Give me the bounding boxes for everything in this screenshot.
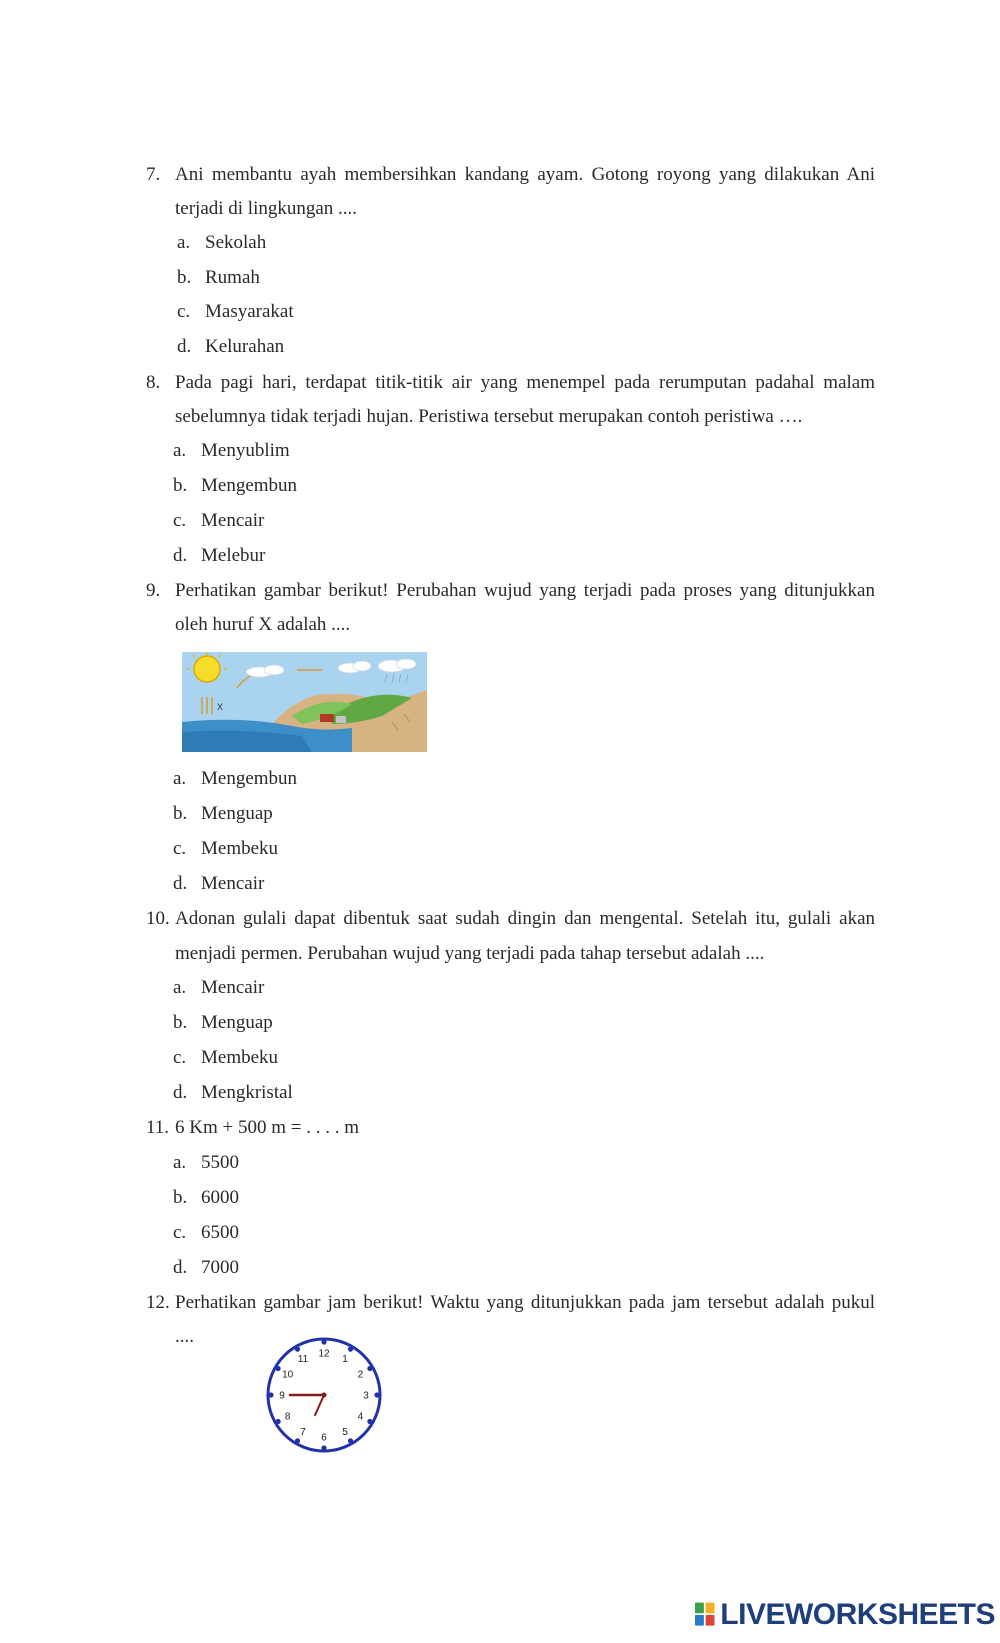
question-12-text-line-1: Perhatikan gambar jam berikut! Waktu yang ditunjukkan pada jam tersebut adalah pukul [175,1292,875,1313]
question-10-text-line-1: Adonan gulali dapat dibentuk saat sudah dingin dan mengental. Setelah itu, gulali akan [175,908,875,929]
clock-tick [268,1392,273,1397]
question-7-number: 7. [146,164,161,185]
question-11-option-b-letter: b. [173,1187,188,1208]
question-8-option-b-letter: b. [173,475,188,496]
water-cycle-image [182,652,427,752]
clock-tick [348,1347,353,1352]
clock-number: 11 [297,1354,309,1366]
question-7-text-line-2: terjadi di lingkungan .... [175,198,358,219]
question-8-option-d[interactable]: Melebur [201,545,266,566]
question-7-option-d-letter: d. [177,336,192,357]
question-10-option-d-letter: d. [173,1082,188,1103]
clock-tick [348,1438,353,1443]
question-10-option-a-letter: a. [173,977,187,998]
clock-tick [367,1419,372,1424]
question-10-number: 10. [146,908,170,929]
clock-tick [276,1419,281,1424]
question-10-option-b-letter: b. [173,1012,188,1033]
question-9-text-line-1: Perhatikan gambar berikut! Perubahan wujud yang terjadi pada proses yang ditunjukkan [175,580,875,601]
question-9-option-d-letter: d. [173,873,188,894]
clock-number: 4 [357,1411,364,1423]
question-9-option-a[interactable]: Mengembun [201,768,298,789]
clock-number: 5 [342,1426,348,1438]
clock-number: 6 [321,1432,327,1444]
question-7-option-c-letter: c. [177,301,191,322]
question-11-number: 11. [146,1117,170,1138]
question-11-text-line-1: 6 Km + 500 m = . . . . m [175,1117,359,1138]
clock-tick [321,1445,326,1450]
question-8-option-b[interactable]: Mengembun [201,475,298,496]
question-8-text-line-2: sebelumnya tidak terjadi hujan. Peristiwa tersebut merupakan contoh peristiwa …. [175,406,803,427]
clock-tick [321,1339,326,1344]
clock-face [264,1335,384,1455]
logo-text: LIVEWORKSHEETS [720,1598,995,1631]
clock-number: 1 [342,1354,348,1366]
question-10-option-c[interactable]: Membeku [201,1047,279,1068]
question-11-option-c-letter: c. [173,1222,187,1243]
logo-grid-icon [695,1601,716,1629]
question-7-option-b-letter: b. [177,267,192,288]
question-8-option-a-letter: a. [173,440,187,461]
question-8-number: 8. [146,372,161,393]
question-10-option-d[interactable]: Mengkristal [201,1082,293,1103]
question-10-option-a[interactable]: Mencair [201,977,265,998]
question-10-option-c-letter: c. [173,1047,187,1068]
question-9-option-c-letter: c. [173,838,187,859]
question-9-number: 9. [146,580,161,601]
question-9-option-d[interactable]: Mencair [201,873,265,894]
question-9-option-b-letter: b. [173,803,188,824]
question-7-option-a[interactable]: Sekolah [205,232,267,253]
question-9-option-a-letter: a. [173,768,187,789]
clock-tick [374,1392,379,1397]
clock-number: 12 [318,1348,330,1360]
clock-number: 10 [282,1369,294,1381]
clock-tick [276,1366,281,1371]
question-7-option-b[interactable]: Rumah [205,267,260,288]
question-11-option-a-letter: a. [173,1152,187,1173]
clock-image [264,1335,384,1455]
question-7-text-line-1: Ani membantu ayah membersihkan kandang ayam. Gotong royong yang dilakukan Ani [175,164,875,185]
clock-number: 2 [357,1369,364,1381]
question-9-text-line-2: oleh huruf X adalah .... [175,614,351,635]
water-cycle-illustration [182,652,427,752]
question-8-option-d-letter: d. [173,545,188,566]
question-9-option-c[interactable]: Membeku [201,838,279,859]
question-12-number: 12. [146,1292,170,1313]
question-8-option-c[interactable]: Mencair [201,510,265,531]
clock-tick [295,1347,300,1352]
question-11-option-c[interactable]: 6500 [201,1222,239,1243]
clock-number: 8 [284,1411,291,1423]
water-cycle-label-x: X [217,702,224,712]
clock-tick [367,1366,372,1371]
clock-number: 3 [363,1390,369,1402]
question-7-option-c[interactable]: Masyarakat [205,301,294,322]
question-8-text-line-1: Pada pagi hari, terdapat titik-titik air yang menempel pada rerumputan padahal malam [175,372,875,393]
question-11-option-d[interactable]: 7000 [201,1257,239,1278]
clock-number: 7 [300,1426,306,1438]
question-10-text-line-2: menjadi permen. Perubahan wujud yang terjadi pada tahap tersebut adalah .... [175,943,765,964]
question-8-option-c-letter: c. [173,510,187,531]
question-10-option-b[interactable]: Menguap [201,1012,273,1033]
question-11-option-d-letter: d. [173,1257,188,1278]
question-11-option-b[interactable]: 6000 [201,1187,239,1208]
clock-number: 9 [279,1390,285,1402]
liveworksheets-logo[interactable] [695,1598,995,1632]
question-11-option-a[interactable]: 5500 [201,1152,239,1173]
question-8-option-a[interactable]: Menyublim [201,440,290,461]
question-7-option-a-letter: a. [177,232,191,253]
question-7-option-d[interactable]: Kelurahan [205,336,285,357]
question-12-text-line-2: .... [175,1326,194,1347]
question-9-option-b[interactable]: Menguap [201,803,273,824]
clock-tick [295,1438,300,1443]
